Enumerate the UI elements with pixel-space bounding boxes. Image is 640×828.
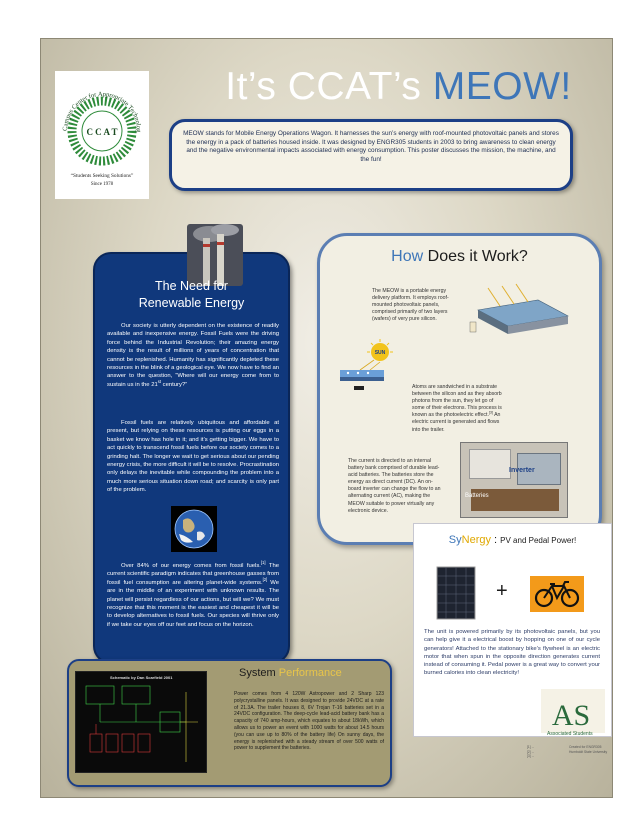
how-heading-accent: How (391, 248, 424, 265)
title-accent: MEOW! (432, 65, 572, 108)
synergy-heading (414, 534, 611, 546)
schematic-title: Schematic by Dan Scarfield 2001 (110, 675, 173, 680)
as-name: Associated Students (547, 731, 593, 737)
need-heading (95, 278, 288, 312)
how-paragraph-3 (348, 458, 446, 515)
system-heading-a: System (239, 667, 276, 679)
how-paragraph-1 (372, 288, 462, 323)
sun-label: SUN (374, 350, 386, 356)
logo-since: Since 1978 (90, 182, 114, 187)
as-letters: AS (551, 699, 591, 732)
sun-panel-diagram (336, 338, 406, 394)
how-p1-text: The MEOW is a portable energy delivery platform. It employs roof-mounted photovoltaic panels, comprised primarily of two layers (wafers) of very pure silicon. (372, 288, 449, 323)
need-p3-sup2: [2] (262, 576, 268, 582)
need-p3-b: The current scientific paradigm indicates that greenhouse gasses from fossil fuel consumption are altering planet-wide systems. (107, 563, 280, 586)
need-paragraph-2 (107, 419, 279, 495)
need-heading-line2: Renewable Energy (138, 296, 245, 310)
synergy-heading-nergy: Nergy (461, 534, 491, 546)
synergy-heading-rest: PV and Pedal Power! (500, 536, 577, 545)
batteries-label: Batteries (465, 493, 489, 499)
plus-sign: + (496, 580, 508, 602)
inverter-photo (460, 442, 568, 518)
smokestacks-photo (187, 224, 243, 286)
need-paragraph-1 (107, 322, 279, 389)
how-p3-text: The current is directed to an internal battery bank comprised of durable lead-acid batteries. The batteries store the energy as direct current (DC). An on-board inverter can change the flow to an alternating current (AC), making the MEOW suitable to power virtually any electronic device. (348, 458, 441, 514)
need-p3-sup1: [1] (260, 560, 266, 566)
need-p3-a: Over 84% of our energy comes from fossil fuels. (121, 563, 261, 569)
system-text: Power comes from 4 120W Astropower and 2 Sharp 123 polycrystalline panels. It was designed to provide 24VDC at a rate of 21.3A. The trailer houses 8, 6V Trojan T-16 batteries set in a 24VDC configuration. The deep-cycle lead-acid battery bank has a capacity of 740 amp-hours, which equates to about 18kWh, which allows us to power an event with 1000 watts for about 14.5 hours (you can use up to 80% of the battery life) On sunny days, the energy is replenished with a steady stream of over 500 watts of power to supplement the batteries. (234, 691, 384, 752)
need-paragraph-3 (107, 562, 279, 629)
how-panel (317, 233, 602, 545)
associated-students-logo (541, 689, 605, 733)
footnotes-left (527, 745, 534, 759)
poster (40, 38, 613, 798)
poster-title (191, 65, 606, 109)
footnote-3: [3] ... (527, 754, 535, 759)
pv-cell-diagram (468, 280, 578, 344)
how-p2-end: An electric current is generated and flows into the trailer. (412, 412, 501, 433)
how-p2-sup: [3] (488, 410, 493, 415)
need-heading-line1: The Need for (155, 279, 228, 293)
ccat-logo (55, 71, 149, 199)
title-pre: It’s CCAT’s (225, 65, 433, 108)
earth-image (171, 506, 217, 552)
intro-text: MEOW stands for Mobile Energy Operations Wagon. It harnesses the sun’s energy with roof-mounted photovoltaic panels and stores the energy in a pack of batteries housed inside. It was designed by ENGR305 students in 2003 to bring awareness to clean energy and the negative environmental impacts associated with energy consumption. This poster discusses the mission, the machine, and the fun! (183, 130, 559, 163)
need-p2-text: Fossil fuels are relatively ubiquitous and affordable at present, but relying on these resources is putting our eggs in a basket we know has hole in it; and it’s getting bigger. We have to act quickly to transcend fossil fuels before our society comes to a grinding halt. The longer we wait to get serious about our pending energy crisis, the more difficult it will be to resolve. Procrastination only delays the inevitable while compounding the problem into a much more serious situation down road; and scarcity is only part of the problem. (107, 420, 279, 494)
bicycle-icon (530, 576, 584, 612)
footnote-2: [2] ... (527, 749, 535, 754)
system-heading (239, 667, 342, 679)
system-panel (67, 659, 392, 787)
schematic-image (75, 671, 207, 773)
intro-box (169, 119, 573, 191)
need-p3-c: We are in the middle of an experiment with unknown results. The planet will persist regardless of our actions, but will we? We must recognize that this moment is the easiest and cheapest it will be to develop alternatives to fossil fuels. Our species will thrive only if we take our eyes off our feet and focus on the horizon. (107, 579, 279, 628)
footnotes-right (569, 745, 607, 754)
inverter-label: Inverter (509, 467, 535, 474)
need-p1-text: Our society is utterly dependent on the existence of readily available and inexpensive energy. Fossil Fuels were the driving force behind the Industrial Revolution; their amazing energy density is the result of millions of years of concentration that cannot be replenished. Humanity has significantly depleted these resources in the blink of a geological eye. We now have to find an answer to the question, “Where will our energy come from to sustain us in the 21 (107, 323, 279, 388)
need-p1-sup: st (157, 378, 161, 384)
synergy-heading-colon: : (490, 534, 501, 546)
logo-center-text: C C A T (86, 127, 118, 137)
how-paragraph-2 (412, 384, 504, 434)
synergy-text: The unit is powered primarily by its photovoltaic panels, but you can help give it a electrical boost by hopping on one of our cycle generators! Attached to the stationary bike’s flywheel is an electric motor that when spun in the opposite direction generates current instead of consuming it. Pedal power is a great way to convert your burned calories into clean electricity! (424, 629, 600, 677)
need-p1-end: century?” (160, 381, 188, 388)
how-heading (320, 248, 599, 266)
system-heading-b: Performance (275, 667, 342, 679)
footnote-credit-1: Created for ENGR305 (569, 745, 602, 749)
how-heading-rest: Does it Work? (423, 248, 528, 265)
footnote-credit-2: Humboldt State University (569, 749, 608, 754)
solar-panel-image (436, 566, 476, 620)
how-p2-text: Atoms are sandwiched in a substrate between the silicon and as they absorb photons from the sun, they let go of some of their electrons. This process is known as the photoelectric effect. (412, 384, 502, 419)
logo-tagline: “Students Seeking Solutions” (70, 173, 134, 179)
synergy-heading-sy: Sy (448, 534, 462, 546)
footnote-1: [1] ... (527, 745, 535, 749)
logo-arc-text: Campus Center for Appropriate Technolog (61, 90, 143, 133)
need-panel (93, 252, 290, 664)
